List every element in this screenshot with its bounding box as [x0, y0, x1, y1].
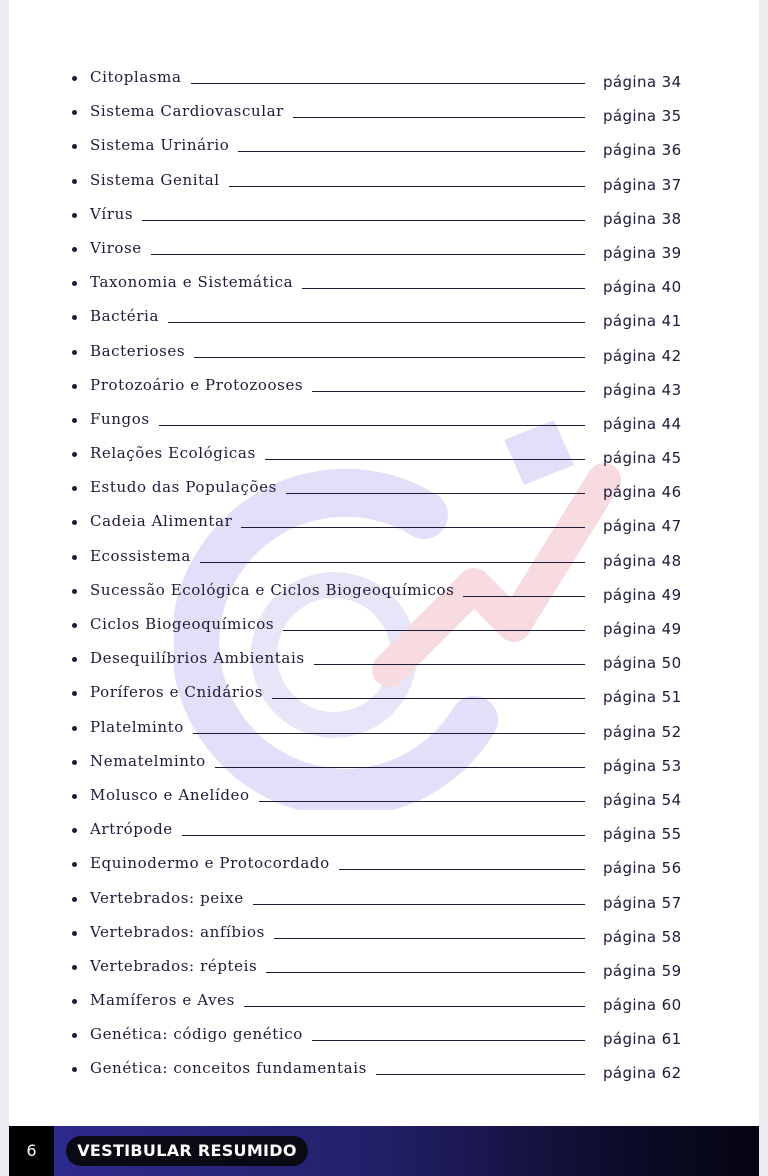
toc-leader-line: [274, 938, 585, 939]
toc-leader-line: [314, 664, 585, 665]
toc-entry: [9, 200, 759, 234]
toc-entry-title: Vertebrados: répteis: [90, 956, 258, 975]
page-footer: [9, 1126, 759, 1176]
bullet-icon: [72, 931, 77, 936]
bullet-icon: [72, 794, 77, 799]
toc-leader-line: [142, 220, 585, 221]
bullet-icon: [72, 760, 77, 765]
toc-entry-page: página 58: [603, 927, 682, 946]
toc-entry-page: página 60: [603, 996, 682, 1015]
toc-entry-title: Taxonomia e Sistemática: [90, 273, 294, 292]
bullet-icon: [72, 247, 77, 252]
toc-leader-line: [168, 322, 585, 323]
bullet-icon: [72, 315, 77, 320]
toc-entry-page: página 34: [603, 73, 682, 91]
bullet-icon: [72, 726, 77, 731]
bullet-icon: [72, 965, 77, 970]
toc-entry-title: Sistema Cardiovascular: [90, 102, 284, 121]
toc-leader-line: [159, 425, 585, 426]
toc-entry-title: Genética: código genético: [90, 1025, 303, 1044]
toc-entry-page: página 44: [603, 414, 682, 433]
toc-entry: [9, 371, 759, 405]
toc-entry: [9, 131, 759, 165]
toc-entry: [9, 576, 759, 610]
toc-entry: [9, 405, 759, 439]
toc-entry-page: página 55: [603, 825, 682, 844]
toc-entry-page: página 62: [603, 1064, 682, 1083]
toc-entry: [9, 268, 759, 302]
toc-entry: [9, 849, 759, 883]
toc-entry: [9, 302, 759, 336]
toc-leader-line: [244, 1006, 585, 1007]
bullet-icon: [72, 144, 77, 149]
document-page: [9, 0, 759, 1126]
toc-leader-line: [253, 904, 585, 905]
toc-entry: [9, 1020, 759, 1054]
toc-entry-page: página 45: [603, 449, 682, 468]
bullet-icon: [72, 999, 77, 1004]
bullet-icon: [72, 657, 77, 662]
bullet-icon: [72, 110, 77, 115]
toc-entry: [9, 63, 759, 97]
toc-entry: [9, 644, 759, 678]
toc-entry: [9, 918, 759, 952]
toc-entry-title: Sistema Genital: [90, 170, 220, 189]
toc-entry-page: página 35: [603, 107, 682, 126]
toc-leader-line: [376, 1074, 585, 1075]
bullet-icon: [72, 589, 77, 594]
toc-leader-line: [286, 493, 585, 494]
toc-entry-title: Fungos: [90, 409, 150, 428]
bullet-icon: [72, 76, 77, 81]
toc-entry-page: página 59: [603, 961, 682, 980]
toc-entry: [9, 473, 759, 507]
toc-leader-line: [293, 117, 585, 118]
toc-entry: [9, 815, 759, 849]
toc-leader-line: [151, 254, 585, 255]
toc-entry-page: página 46: [603, 483, 682, 502]
toc-entry: [9, 439, 759, 473]
toc-entry: [9, 678, 759, 712]
toc-entry-page: página 43: [603, 380, 682, 399]
bullet-icon: [72, 179, 77, 184]
toc-entry-title: Citoplasma: [90, 68, 182, 86]
toc-entry-title: Protozoário e Protozooses: [90, 375, 304, 394]
toc-entry-title: Estudo das Populações: [90, 478, 277, 497]
toc-entry-page: página 51: [603, 688, 682, 707]
toc-entry-title: Relações Ecológicas: [90, 444, 256, 463]
bullet-icon: [72, 691, 77, 696]
toc-entry-title: Cadeia Alimentar: [90, 512, 233, 531]
toc-leader-line: [463, 596, 585, 597]
bullet-icon: [72, 213, 77, 218]
toc-entry: [9, 747, 759, 781]
toc-entry-page: página 50: [603, 654, 682, 673]
toc-leader-line: [302, 288, 585, 289]
toc-entry-page: página 38: [603, 209, 682, 228]
toc-leader-line: [193, 733, 585, 734]
toc-entry-title: Virose: [90, 238, 142, 257]
toc-entry-page: página 54: [603, 790, 682, 809]
toc-entry-title: Vertebrados: anfíbios: [90, 922, 265, 941]
page-number-box: [9, 1126, 54, 1176]
toc-entry-title: Vírus: [90, 204, 134, 223]
toc-entry: [9, 952, 759, 986]
toc-leader-line: [266, 972, 585, 973]
toc-entry: [9, 986, 759, 1020]
toc-entry-page: página 48: [603, 551, 682, 570]
toc-entry-page: página 49: [603, 620, 682, 638]
toc-leader-line: [265, 459, 585, 460]
toc-entry-title: Desequilíbrios Ambientais: [90, 649, 305, 668]
toc-entry-title: Ecossistema: [90, 546, 191, 565]
bullet-icon: [72, 384, 77, 389]
toc-leader-line: [191, 83, 585, 84]
toc-leader-line: [238, 151, 585, 152]
toc-entry-page: página 61: [603, 1030, 682, 1049]
toc-entry-title: Sucessão Ecológica e Ciclos Biogeoquímicos: [90, 580, 455, 599]
toc-entry-page: página 56: [603, 859, 682, 878]
brand-badge: [66, 1136, 308, 1166]
toc-entry-page: página 53: [603, 756, 682, 775]
toc-leader-line: [339, 869, 585, 870]
toc-entry-title: Artrópode: [90, 820, 173, 839]
bullet-icon: [72, 281, 77, 286]
toc-leader-line: [215, 767, 585, 768]
toc-entry-page: página 52: [603, 722, 682, 741]
toc-entry-title: Equinodermo e Protocordado: [90, 854, 330, 873]
bullet-icon: [72, 897, 77, 902]
toc-entry-page: página 39: [603, 243, 682, 262]
toc-entry-title: Poríferos e Cnidários: [90, 683, 264, 702]
toc-leader-line: [272, 698, 585, 699]
bullet-icon: [72, 623, 77, 628]
bullet-icon: [72, 486, 77, 491]
toc-entry-title: Vertebrados: peixe: [90, 888, 244, 907]
table-of-contents: [9, 63, 759, 1089]
toc-entry: [9, 97, 759, 131]
toc-entry: [9, 542, 759, 576]
toc-entry-page: página 40: [603, 278, 682, 297]
toc-entry-title: Nematelminto: [90, 751, 206, 770]
toc-leader-line: [194, 357, 585, 358]
toc-entry: [9, 337, 759, 371]
bullet-icon: [72, 350, 77, 355]
bullet-icon: [72, 828, 77, 833]
toc-leader-line: [283, 630, 585, 631]
bullet-icon: [72, 520, 77, 525]
toc-entry-title: Mamíferos e Aves: [90, 991, 235, 1010]
toc-entry-title: Genética: conceitos fundamentais: [90, 1059, 367, 1078]
toc-leader-line: [200, 562, 585, 563]
page-number: 6: [26, 1141, 37, 1160]
toc-leader-line: [259, 801, 585, 802]
toc-entry-title: Sistema Urinário: [90, 136, 230, 155]
toc-leader-line: [241, 527, 585, 528]
toc-entry-page: página 41: [603, 312, 682, 331]
toc-entry: [9, 713, 759, 747]
toc-entry: [9, 884, 759, 918]
toc-entry-title: Molusco e Anelídeo: [90, 785, 250, 804]
toc-entry-page: página 47: [603, 517, 682, 536]
toc-entry-page: página 37: [603, 175, 682, 194]
bullet-icon: [72, 1033, 77, 1038]
bullet-icon: [72, 452, 77, 457]
toc-entry-page: página 57: [603, 893, 682, 912]
toc-entry-page: página 42: [603, 346, 682, 365]
toc-entry: [9, 507, 759, 541]
toc-entry-title: Ciclos Biogeoquímicos: [90, 615, 275, 633]
bullet-icon: [72, 862, 77, 867]
toc-leader-line: [312, 1040, 585, 1041]
toc-leader-line: [312, 391, 585, 392]
toc-leader-line: [229, 186, 585, 187]
toc-leader-line: [182, 835, 585, 836]
toc-entry: [9, 781, 759, 815]
toc-entry: [9, 1054, 759, 1088]
toc-entry-title: Bacterioses: [90, 341, 186, 360]
brand-label: VESTIBULAR RESUMIDO: [77, 1141, 297, 1160]
toc-entry: [9, 610, 759, 644]
toc-entry-page: página 36: [603, 141, 682, 160]
toc-entry-title: Platelminto: [90, 717, 184, 736]
toc-entry-title: Bactéria: [90, 307, 159, 326]
bullet-icon: [72, 1067, 77, 1072]
toc-entry: [9, 234, 759, 268]
bullet-icon: [72, 555, 77, 560]
toc-entry: [9, 166, 759, 200]
bullet-icon: [72, 418, 77, 423]
toc-entry-page: página 49: [603, 585, 682, 604]
